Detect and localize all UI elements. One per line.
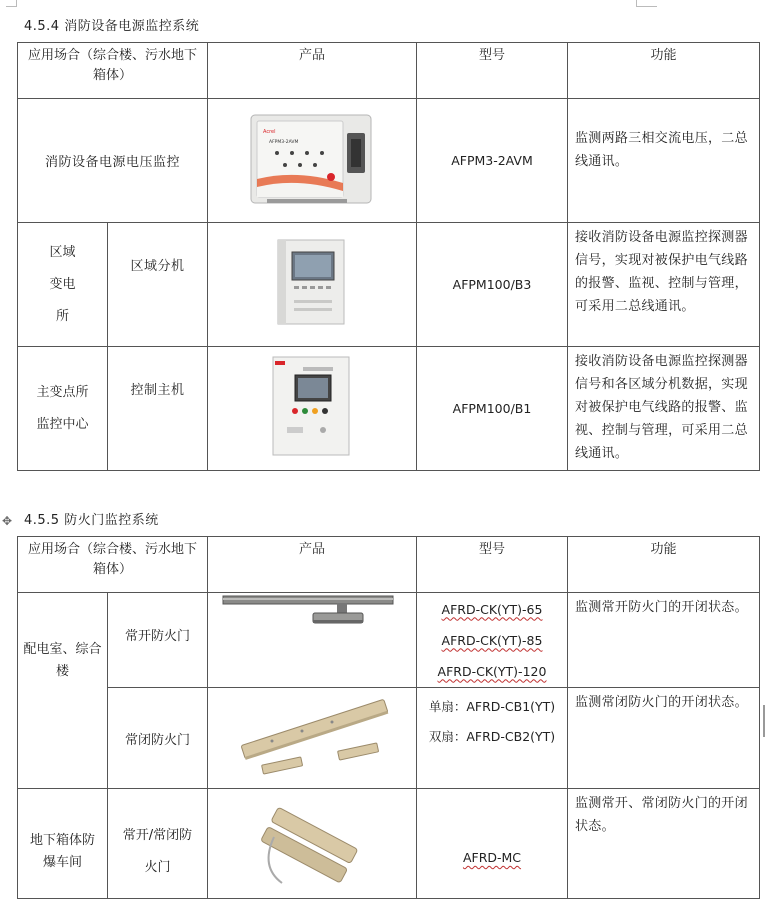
header-function: 功能: [568, 43, 760, 99]
fire-door-table: [17, 536, 760, 899]
product-image-cell: [208, 789, 417, 899]
header-place: 应用场合（综合楼、污水地下箱体）: [18, 537, 208, 593]
model-cb1: 单扇：AFRD-CB1(YT): [428, 699, 556, 714]
model-ck85: AFRD-CK(YT)-85: [441, 632, 543, 648]
page-corner-mark-right: [636, 0, 657, 7]
function-cell: 接收消防设备电源监控探测器信号和各区域分机数据，实现对被保护电气线路的报警、监视、控制与管理，可采用二总线通讯。: [568, 347, 760, 471]
model-cell: [417, 688, 568, 789]
brand-logo: Acrel: [263, 128, 276, 135]
area-unit-image: [272, 238, 352, 328]
model-cell: AFPM3-2AVM: [417, 99, 568, 223]
header-product: 产品: [208, 537, 417, 593]
device-cell: 常开防火门: [108, 593, 208, 688]
header-product: 产品: [208, 43, 417, 99]
function-cell: 监测常闭防火门的开闭状态。: [568, 688, 760, 789]
door-closer-image: [217, 593, 407, 633]
power-monitoring-table: [17, 42, 760, 471]
section-title-fire-door: 4.5.5 防火门监控系统: [24, 513, 159, 528]
product-image-cell: [208, 99, 417, 223]
model-cell: AFRD-MC: [417, 789, 568, 899]
move-anchor-icon[interactable]: ✥: [2, 514, 13, 528]
product-image-cell: [208, 223, 417, 347]
product-image-cell: [208, 347, 417, 471]
page-corner-mark: [6, 0, 17, 7]
function-cell: 监测常开防火门的开闭状态。: [568, 593, 760, 688]
magnetic-sensor-image: [252, 797, 372, 887]
model-cell: [417, 593, 568, 688]
function-cell: 监测两路三相交流电压，二总线通讯。: [568, 99, 760, 223]
function-cell: 接收消防设备电源监控探测器信号，实现对被保护电气线路的报警、监视、控制与管理，可采用二总线通讯。: [568, 223, 760, 347]
place-cell: 地下箱体防爆车间: [18, 789, 108, 899]
device-label: AFPM3-2AVM: [269, 139, 299, 145]
device-cell: 常闭防火门: [108, 688, 208, 789]
scroll-indicator: [763, 705, 765, 737]
device-cell: 控制主机: [108, 347, 208, 471]
voltage-monitor-image: [247, 109, 377, 209]
section-title-power-monitoring: 4.5.4 消防设备电源监控系统: [24, 19, 200, 34]
header-model: 型号: [417, 537, 568, 593]
function-cell: 监测常开、常闭防火门的开闭状态。: [568, 789, 760, 899]
model-cell: AFPM100/B3: [417, 223, 568, 347]
place-cell: 区域变电所: [18, 223, 108, 347]
device-cell: 区域分机: [108, 223, 208, 347]
model-ck65: AFRD-CK(YT)-65: [441, 601, 543, 617]
header-place: 应用场合（综合楼、污水地下箱体）: [18, 43, 208, 99]
place-cell: 消防设备电源电压监控: [18, 99, 208, 223]
product-image-cell: [208, 688, 417, 789]
header-model: 型号: [417, 43, 568, 99]
device-cell: 常开/常闭防火门: [108, 789, 208, 899]
place-cell: 配电室、综合楼: [18, 593, 108, 789]
control-host-image: [267, 355, 357, 459]
model-cb2: 双扇：AFRD-CB2(YT): [428, 729, 556, 744]
product-image-cell: [208, 593, 417, 688]
closed-door-sensor-image: [222, 691, 402, 781]
header-function: 功能: [568, 537, 760, 593]
model-cell: AFPM100/B1: [417, 347, 568, 471]
place-cell: 主变点所监控中心: [18, 347, 108, 471]
model-ck120: AFRD-CK(YT)-120: [437, 663, 547, 679]
